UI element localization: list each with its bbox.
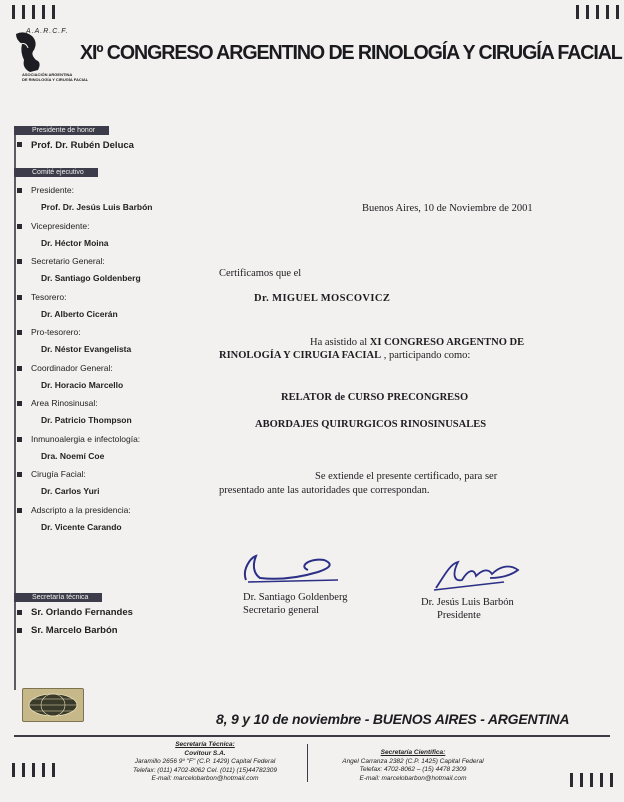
committee-role: Secretario General: [31, 256, 105, 266]
footer-scientific-title: Secretaría Científica: [380, 749, 446, 756]
committee-role: Presidente: [31, 185, 74, 195]
footer-technical-line: Jaramillo 2656 9º "F" (C.P. 1429) Capital Federal [134, 758, 276, 765]
event-name-2: RINOLOGÍA Y CIRUGIA FACIAL [219, 350, 382, 361]
corner-marks-top-right [576, 5, 619, 19]
committee-role: Vicepresidente: [31, 220, 90, 231]
bullet-square [17, 628, 22, 633]
attended-line-2 [219, 350, 470, 361]
honor-name: Prof. Dr. Rubén Deluca [31, 140, 134, 151]
committee-name: Dr. Néstor Evangelista [41, 344, 132, 354]
committee-role: Cirugía Facial: [31, 469, 86, 479]
closing-line-2: presentado ante las autoridades que correspondan. [219, 485, 430, 496]
logo-subtitle [22, 72, 88, 82]
bullet-square [17, 330, 22, 335]
bullet-square [17, 472, 22, 477]
bullet-square [17, 188, 22, 193]
committee-name: Dr. Héctor Moina [41, 237, 109, 248]
corner-marks-bottom-left [12, 763, 55, 777]
footer-technical-line: Covitour S.A. [184, 749, 226, 757]
bullet-square [17, 142, 22, 147]
event-dates: 8, 9 y 10 de noviembre - BUENOS AIRES - ARGENTINA [216, 711, 570, 727]
technical-header: Secretaría técnica [14, 593, 102, 602]
footer-technical [110, 741, 300, 784]
logo-sub-line-2: DE RINOLOGÍA Y CIRUGÍA FACIAL [22, 77, 89, 82]
congress-title: XIº CONGRESO ARGENTINO DE RINOLOGÍA Y CIRUGÍA FACIAL [80, 42, 622, 64]
footer-technical-title: Secretaría Técnica: [175, 741, 235, 748]
committee-name: Prof. Dr. Jesús Luis Barbón [41, 202, 153, 212]
committee-name: Dr. Patricio Thompson [41, 415, 132, 425]
footer-technical-line: Telefax: (011) 4702-8062 Cel. (011) (15)44782309 [132, 766, 278, 774]
attended-suffix: , participando como: [381, 350, 471, 361]
recipient-name: Dr. MIGUEL MOSCOVICZ [254, 293, 391, 304]
role-line-1: RELATOR de CURSO PRECONGRESO [281, 392, 469, 403]
footer-scientific-line: Angel Carranza 2382 (C.P. 1425) Capital Federal [342, 757, 484, 765]
committee-name: Dr. Santiago Goldenberg [41, 273, 141, 283]
committee-role: Pro-tesorero: [31, 327, 81, 337]
committee-name: Dr. Carlos Yuri [41, 486, 100, 496]
event-name-1: XI CONGRESO ARGENTNO DE [369, 337, 525, 348]
committee-role: Area Rinosinusal: [31, 398, 98, 408]
signature-title-right: Presidente [437, 610, 481, 621]
signature-goldenberg [238, 548, 348, 588]
logo-text: A.A.R.C.F. [26, 28, 69, 35]
sidebar-rule [14, 130, 16, 690]
closing-line-1: Se extiende el presente certificado, para ser [315, 471, 498, 482]
logo-sub-line-1: ASOCIACIÓN ARGENTINA [22, 72, 73, 77]
bullet-square [17, 259, 22, 264]
committee-header: Comité ejecutivo [14, 168, 98, 177]
bullet-square [17, 401, 22, 406]
technical-name: Sr. Orlando Fernandes [31, 607, 133, 618]
footer-scientific [318, 749, 508, 783]
committee-name: Dra. Noemí Coe [41, 450, 105, 461]
footer-scientific-line: E-mail: marcelobarbon@hotmail.com [359, 774, 467, 782]
footer-rule [14, 735, 610, 737]
globe-logo [22, 688, 84, 722]
committee-role: Tesorero: [31, 291, 67, 302]
committee-role: Inmunoalergia e infectología: [31, 433, 141, 444]
honor-header: Presidente de honor [14, 126, 109, 135]
bullet-square [17, 508, 22, 513]
footer-scientific-line: Telefax: 4702-8062 – (15) 4478 2309 [359, 766, 467, 773]
bullet-square [17, 610, 22, 615]
bullet-square [17, 366, 22, 371]
committee-role: Coordinador General: [31, 362, 113, 373]
footer-technical-line: E-mail: marcelobarbon@hotmail.com [151, 775, 259, 782]
attended-prefix: Ha asistido al [310, 337, 370, 348]
technical-name: Sr. Marcelo Barbón [31, 625, 118, 636]
bullet-square [17, 437, 22, 442]
footer-divider [307, 744, 308, 782]
committee-role: Adscripto a la presidencia: [31, 504, 131, 515]
bullet-square [17, 295, 22, 300]
certify-text: Certificamos que el [219, 268, 302, 279]
signature-name-left: Dr. Santiago Goldenberg [243, 592, 348, 603]
signature-barbon [430, 556, 525, 594]
signature-title-left: Secretario general [243, 605, 320, 616]
bullet-square [17, 224, 22, 229]
signature-name-right: Dr. Jesús Luis Barbón [421, 597, 514, 608]
attended-line-1 [310, 337, 524, 348]
committee-name: Dr. Horacio Marcello [41, 379, 124, 390]
committee-name: Dr. Alberto Cicerán [41, 308, 118, 319]
letter-date: Buenos Aires, 10 de Noviembre de 2001 [362, 203, 533, 214]
committee-name: Dr. Vicente Carando [41, 521, 122, 532]
role-line-2: ABORDAJES QUIRURGICOS RINOSINUSALES [255, 419, 487, 430]
corner-marks-top-left [12, 5, 55, 19]
corner-marks-bottom-right [570, 773, 613, 787]
globe-icon [23, 689, 83, 721]
